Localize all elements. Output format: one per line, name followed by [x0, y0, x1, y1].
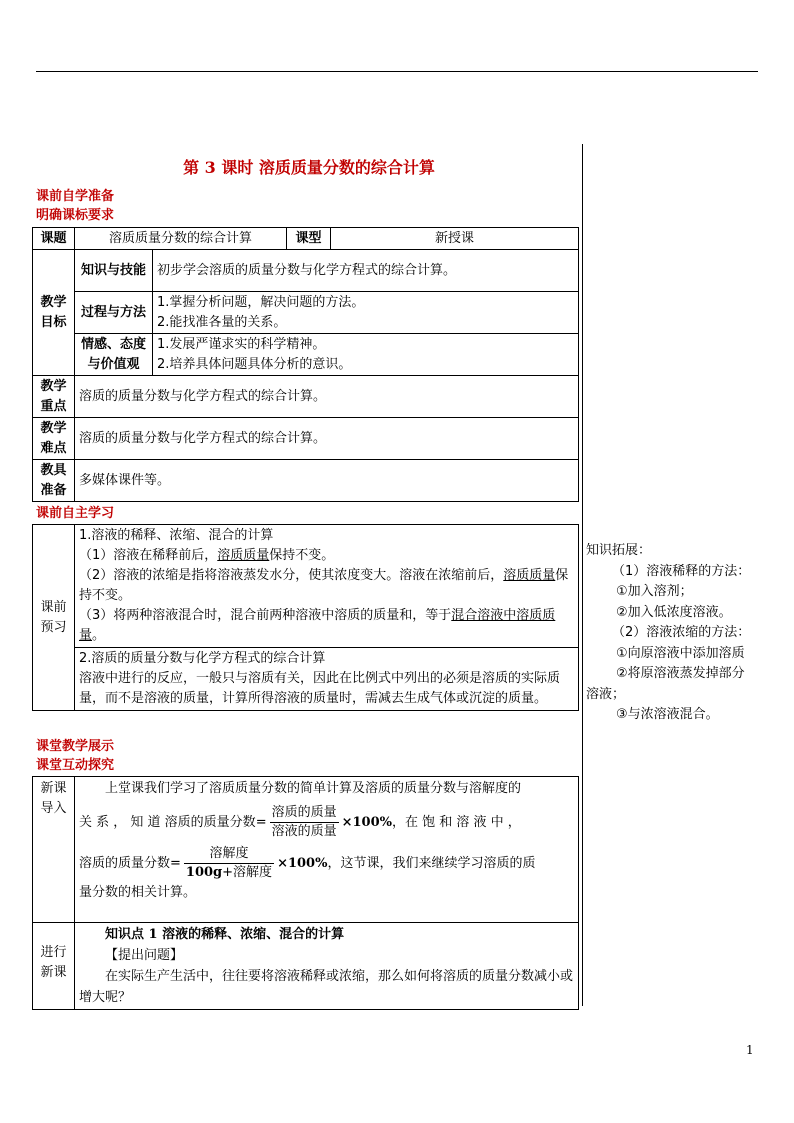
side-item: 溶液；	[586, 686, 626, 702]
intro-line: 溶质的质量分数= $\frac{\text{溶解度}}{\text{100g+溶解度}}$ ×100%，这节课，我们来继续学习溶质的质	[79, 846, 536, 880]
preview-heading: 2.溶质的质量分数与化学方程式的综合计算	[79, 651, 326, 666]
side-item: ①向原溶液中添加溶质	[616, 645, 745, 661]
side-item: ③与浓溶液混合。	[616, 707, 719, 722]
header-rule	[36, 71, 758, 72]
type-value: 新授课	[331, 228, 579, 250]
intro-label: 新课导入	[33, 777, 75, 923]
section-heading: 课堂教学展示	[36, 739, 115, 754]
side-item: （2）溶液浓缩的方法：	[612, 625, 751, 640]
knowledge-point-sub: 【提出问题】	[105, 948, 184, 963]
side-item: ①加入溶剂；	[616, 584, 693, 599]
section-heading: 课前自主学习	[36, 506, 115, 521]
proceed-label: 进行新课	[33, 923, 75, 1010]
section-heading: 明确课标要求	[36, 208, 115, 223]
preview-table	[32, 524, 579, 711]
emotion-label: 情感、态度与价值观	[75, 334, 153, 376]
knowledge-point-text: 在实际生产生活中，往往要将溶液稀释或浓缩，那么如何将溶质的质量分数减小或增大呢？	[79, 969, 574, 1005]
preview-line: （2）溶液的浓缩是指将溶液蒸发水分，使其浓度变大。溶液在浓缩前后，溶质质量保持不变。	[79, 568, 569, 603]
section-heading: 课堂互动探究	[36, 758, 115, 773]
key-label: 教学重点	[33, 376, 75, 418]
difficulty-value: 溶质的质量分数与化学方程式的综合计算。	[75, 418, 579, 460]
process-item: 1.掌握分析问题，解决问题的方法。	[157, 294, 365, 310]
prep-label: 教具准备	[33, 460, 75, 502]
preview-heading: 1.溶液的稀释、浓缩、混合的计算	[79, 528, 274, 543]
side-item: ②将原溶液蒸发掉部分	[616, 666, 745, 681]
preview-line: （3）将两种溶液混合时，混合前两种溶液中溶质的质量和，等于混合溶液中溶质质量。	[79, 608, 556, 643]
topic-value: 溶质质量分数的综合计算	[75, 228, 287, 250]
intro-line: 量分数的相关计算。	[79, 885, 197, 900]
margin-divider	[582, 144, 583, 1006]
side-notes	[586, 541, 766, 726]
process-label: 过程与方法	[75, 292, 153, 334]
page-number: 1	[746, 1043, 754, 1057]
preview-part-1	[75, 525, 579, 648]
preview-line: （1）溶液在稀释前后，溶质质量保持不变。	[79, 548, 335, 563]
preview-line: 溶液中进行的反应，一般只与溶质有关，因此在比例式中列出的必须是溶质的实际质量，而不是溶液的质量，计算所得溶液的质量时，需减去生成气体或沉淀的质量。	[79, 671, 561, 706]
emotion-value	[153, 334, 579, 376]
intro-line: 关 系 ， 知 道 溶质的质量分数= $\frac{\text{溶质的质量}}{\text{溶液的质量}}$ ×100%，在 饱 和 溶 液 中 ，	[79, 805, 521, 839]
side-item: ②加入低浓度溶液。	[616, 604, 732, 620]
side-heading: 知识拓展：	[586, 543, 652, 558]
emotion-item: 1.发展严谨求实的科学精神。	[157, 336, 326, 352]
intro-content	[75, 777, 579, 923]
objectives-table	[32, 227, 579, 502]
type-label: 课型	[287, 228, 331, 250]
preview-part-2	[75, 648, 579, 711]
knowledge-value: 初步学会溶质的质量分数与化学方程式的综合计算。	[153, 250, 579, 292]
fraction-formula: $\frac{\text{溶质的质量}}{\text{溶液的质量}}$	[271, 805, 337, 839]
prep-value: 多媒体课件等。	[75, 460, 579, 502]
class-table	[32, 776, 579, 1010]
topic-label: 课题	[33, 228, 75, 250]
knowledge-point-title: 知识点 1 溶液的稀释、浓缩、混合的计算	[105, 927, 345, 942]
process-value	[153, 292, 579, 334]
preview-label: 课前预习	[33, 525, 75, 711]
side-item: （1）溶液稀释的方法：	[612, 563, 751, 579]
knowledge-label: 知识与技能	[75, 250, 153, 292]
fraction-formula: $\frac{\text{溶解度}}{\text{100g+溶解度}}$	[185, 846, 273, 880]
difficulty-label: 教学难点	[33, 418, 75, 460]
section-heading: 课前自学准备	[36, 189, 115, 204]
proceed-content	[75, 923, 579, 1010]
emotion-item: 2.培养具体问题具体分析的意识。	[157, 356, 352, 372]
key-value: 溶质的质量分数与化学方程式的综合计算。	[75, 376, 579, 418]
intro-line: 上堂课我们学习了溶质质量分数的简单计算及溶质的质量分数与溶解度的	[105, 781, 522, 796]
page-title: 第 3 课时 溶质质量分数的综合计算	[183, 158, 435, 177]
goal-label: 教学目标	[33, 250, 75, 376]
process-item: 2.能找准各量的关系。	[157, 314, 287, 330]
